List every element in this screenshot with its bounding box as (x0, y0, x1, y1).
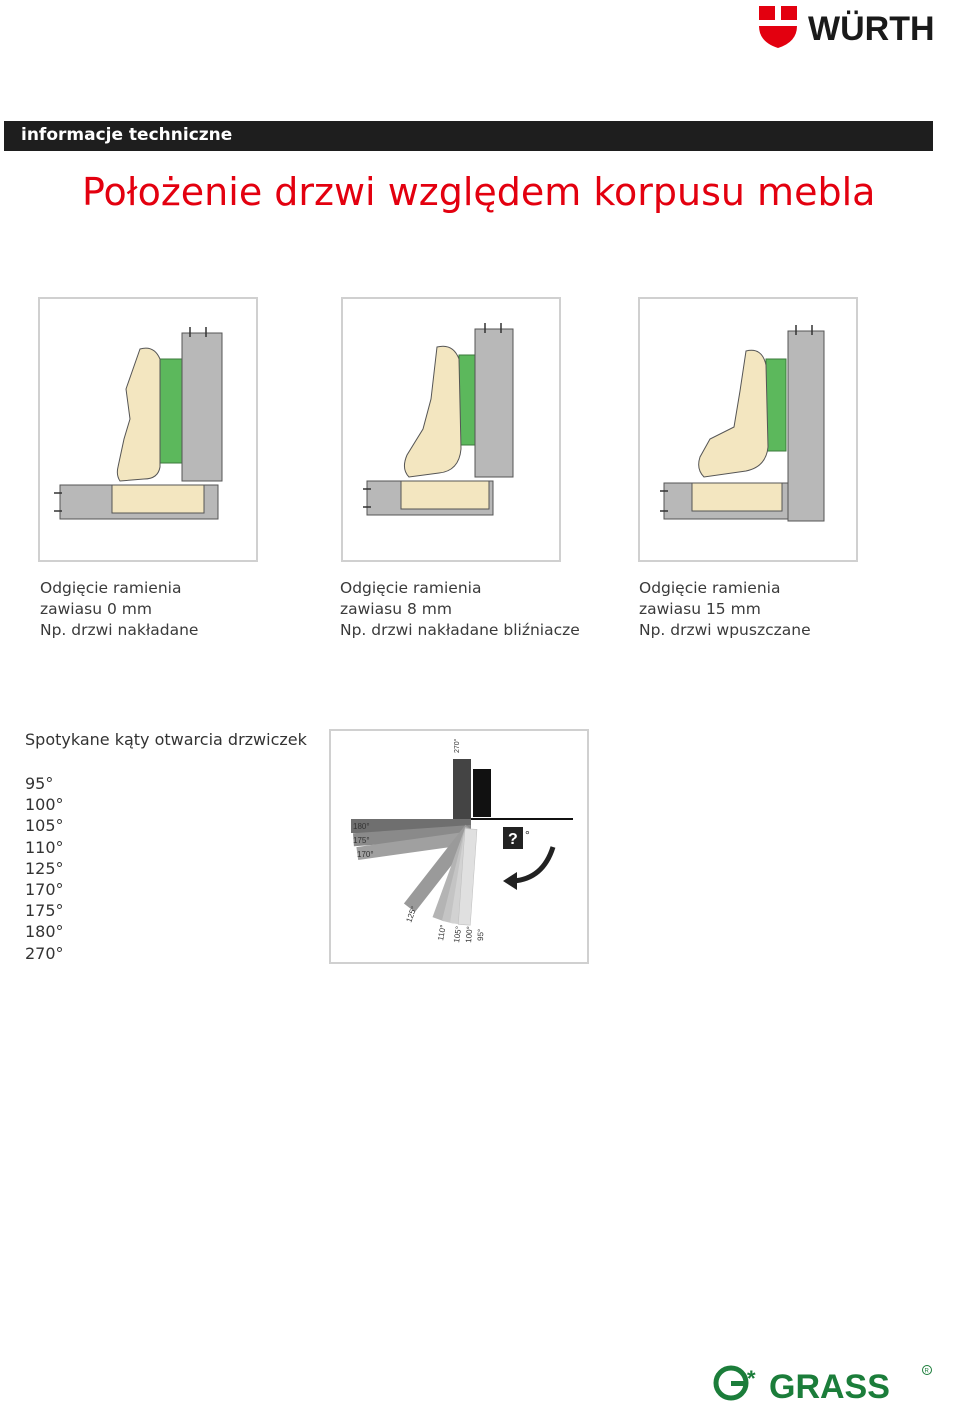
grass-logo-text: GRASS (769, 1368, 890, 1402)
opening-angles-diagram (329, 729, 589, 964)
hinge-diagram-8mm (341, 297, 561, 562)
label-270: 270° (454, 738, 461, 753)
caption-15mm (639, 578, 811, 641)
svg-text:*: * (747, 1366, 756, 1391)
list-item: 180° (25, 922, 64, 942)
question-mark: ? (508, 831, 518, 848)
hinge-diagram-15mm (638, 297, 858, 562)
label-170: 170° (357, 850, 374, 859)
question-degree: ° (525, 828, 530, 842)
caption-0mm-line1: Odgięcie ramienia (40, 579, 182, 597)
caption-15mm-line2: zawiasu 15 mm (639, 600, 761, 618)
opening-angles-list (25, 773, 64, 964)
wurth-logo-text: WÜRTH (808, 10, 935, 48)
label-100: 100° (464, 925, 475, 944)
grass-logo (713, 1364, 933, 1402)
section-header-label: informacje techniczne (21, 125, 233, 145)
list-item: 170° (25, 880, 64, 900)
caption-0mm-line3: Np. drzwi nakładane (40, 621, 199, 639)
caption-8mm (340, 578, 580, 641)
list-item: 100° (25, 795, 64, 815)
caption-8mm-line3: Np. drzwi nakładane bliźniacze (340, 621, 580, 639)
list-item: 175° (25, 901, 64, 921)
label-180: 180° (353, 822, 370, 831)
opening-angles-title: Spotykane kąty otwarcia drzwiczek (25, 730, 307, 749)
hinge-diagram-0mm (38, 297, 258, 562)
caption-15mm-line1: Odgięcie ramienia (639, 579, 781, 597)
list-item: 270° (25, 943, 64, 963)
caption-0mm-line2: zawiasu 0 mm (40, 600, 152, 618)
label-110: 110° (436, 924, 448, 942)
caption-0mm (40, 578, 198, 641)
label-95: 95° (476, 928, 486, 942)
list-item: 125° (25, 858, 64, 878)
arrow-icon (503, 872, 517, 890)
label-175: 175° (353, 836, 370, 845)
label-105: 105° (452, 925, 464, 944)
list-item: 95° (25, 774, 54, 793)
caption-8mm-line2: zawiasu 8 mm (340, 600, 452, 618)
list-item: 110° (25, 837, 64, 857)
caption-8mm-line1: Odgięcie ramienia (340, 579, 482, 597)
svg-text:R: R (924, 1368, 929, 1375)
caption-15mm-line3: Np. drzwi wpuszczane (639, 621, 811, 639)
list-item: 105° (25, 816, 64, 836)
label-125: 125° (404, 905, 419, 924)
wurth-logo (756, 4, 960, 50)
section-header-bar (4, 121, 933, 151)
page-title: Położenie drzwi względem korpusu mebla (82, 170, 876, 214)
